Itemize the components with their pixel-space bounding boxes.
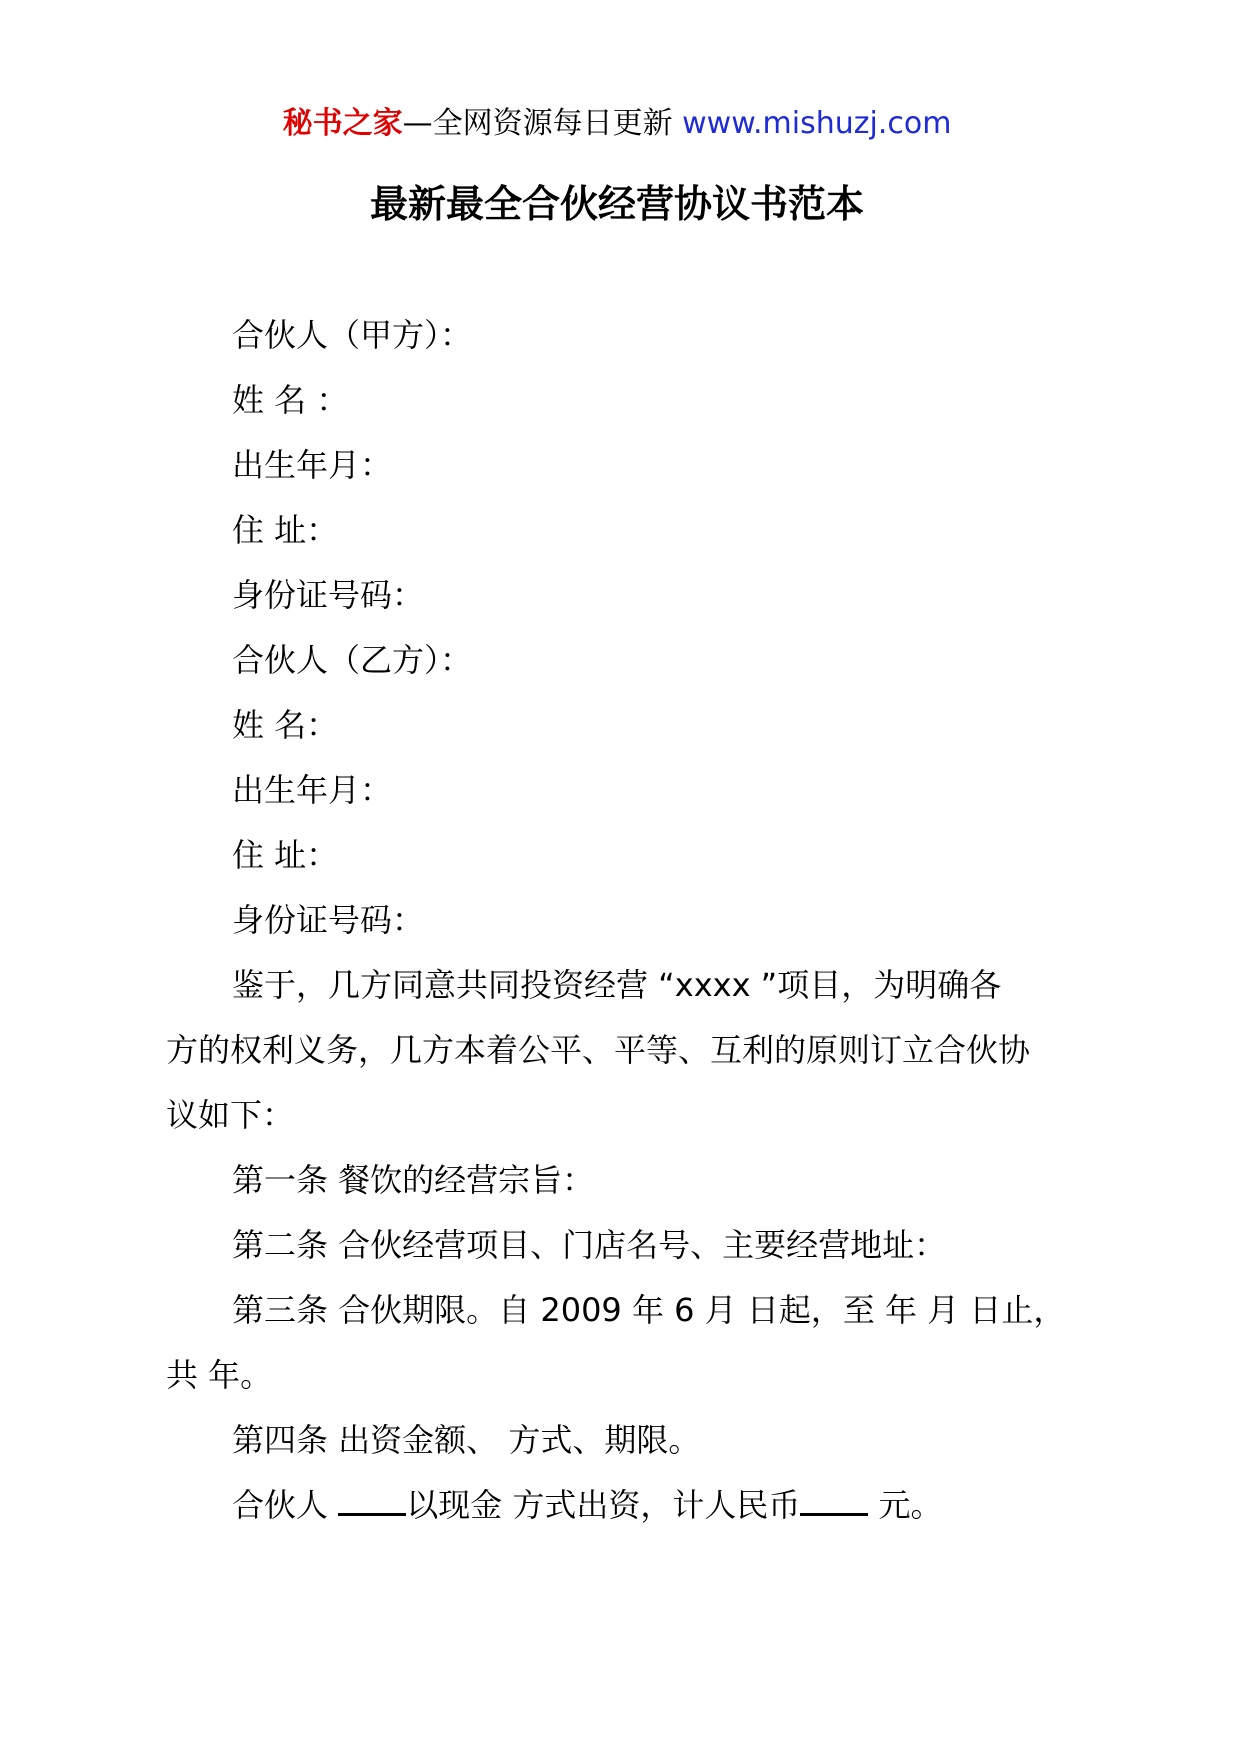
party-b-name-field: 姓 名：: [232, 706, 339, 744]
party-a-name-field: 姓 名 ：: [232, 381, 349, 419]
article-3-line-2: 共 年。: [166, 1356, 273, 1394]
party-a-id-field: 身份证号码：: [232, 576, 425, 614]
party-a-address-field: 住 址：: [232, 511, 339, 549]
party-b-id-field: 身份证号码：: [232, 901, 425, 939]
amount-blank: [800, 1483, 868, 1516]
contribution-line: [166, 1480, 1106, 1545]
article-3-line-1: 第三条 合伙期限。自 2009 年 6 月 日起，至 年 月 日止，: [232, 1291, 1066, 1329]
article-2: 第二条 合伙经营项目、门店名号、主要经营地址：: [232, 1226, 947, 1264]
party-a-birth-field: 出生年月：: [232, 446, 393, 484]
article-1: 第一条 餐饮的经营宗旨：: [232, 1161, 595, 1199]
partner-name-blank: [338, 1483, 406, 1516]
party-b-heading: 合伙人（乙方）：: [232, 641, 473, 679]
contribution-method-text: 以现金 方式出资，计人民币: [406, 1486, 801, 1524]
document-body: [166, 310, 1106, 1545]
contribution-unit-text: 元。: [868, 1486, 943, 1524]
preamble-line-1: 鉴于，几方同意共同投资经营 “xxxx ”项目，为明确各: [232, 966, 1002, 1004]
site-header: [0, 104, 1234, 144]
document-title: 最新最全合伙经营协议书范本: [369, 182, 864, 226]
preamble-line-2: 方的权利义务，几方本着公平、平等、互利的原则订立合伙协: [166, 1031, 1031, 1069]
contribution-partner-label: 合伙人: [232, 1486, 339, 1524]
site-brand: 秘书之家: [282, 106, 403, 141]
party-a-heading: 合伙人（甲方）：: [232, 316, 473, 354]
article-4: 第四条 出资金额、 方式、期限。: [232, 1421, 701, 1459]
site-tagline: —全网资源每日更新: [402, 106, 673, 141]
party-b-birth-field: 出生年月：: [232, 771, 393, 809]
party-b-address-field: 住 址：: [232, 836, 339, 874]
preamble-line-3: 议如下：: [166, 1096, 295, 1134]
site-url-link[interactable]: www.mishuzj.com: [682, 106, 952, 141]
